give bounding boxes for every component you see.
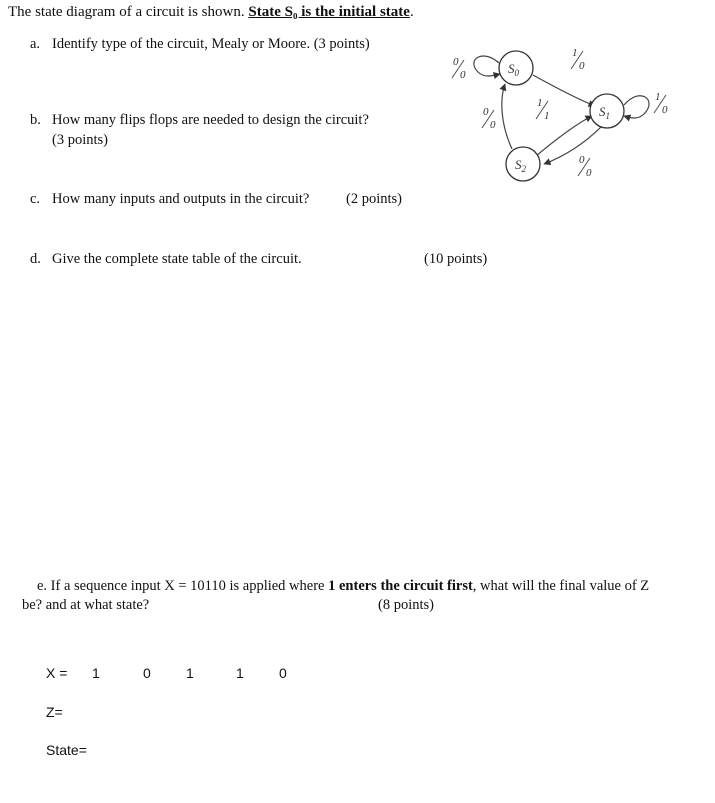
- question-a-text: Identify type of the circuit, Mealy or Moore. (3 points): [52, 36, 370, 52]
- x-value-4: 1: [236, 665, 244, 681]
- question-e-points: (8 points): [378, 597, 434, 613]
- state-diagram: [440, 38, 715, 188]
- question-a-label: a.: [30, 36, 41, 52]
- label-s2-to-s1: [536, 97, 550, 122]
- svg-text:1: 1: [544, 110, 550, 122]
- x-value-1: 1: [92, 665, 100, 681]
- state-label: State=: [46, 742, 87, 758]
- question-a: [30, 36, 370, 53]
- question-e-start: e. If a sequence input X = 10110 is applied where: [37, 578, 329, 594]
- title-initial-state: State S₀ is the initial state: [248, 4, 410, 20]
- s0-self-loop: [474, 56, 500, 76]
- question-c: [30, 191, 309, 208]
- svg-text:0: 0: [483, 106, 489, 118]
- arrow-s1-to-s2: [544, 126, 602, 164]
- arrow-s2-to-s1: [536, 116, 592, 156]
- question-b: [30, 112, 369, 129]
- question-c-label: c.: [30, 191, 41, 207]
- svg-text:1: 1: [537, 97, 543, 109]
- label-s2-to-s0: [482, 106, 496, 131]
- svg-text:0: 0: [586, 167, 592, 179]
- svg-text:0: 0: [490, 119, 496, 131]
- svg-text:0: 0: [662, 104, 668, 116]
- question-b-points: (3 points): [52, 132, 108, 148]
- s1-self-loop: [624, 96, 649, 118]
- svg-text:0: 0: [579, 154, 585, 166]
- title-suffix: .: [409, 4, 414, 20]
- question-d-points: (10 points): [424, 251, 488, 267]
- question-c-text: How many inputs and outputs in the circuit?: [52, 191, 310, 207]
- question-d-label: d.: [30, 251, 41, 267]
- svg-text:1: 1: [572, 47, 578, 59]
- label-s1-self: [654, 91, 668, 116]
- x-label: X =: [46, 665, 68, 681]
- state-s0: [499, 51, 533, 85]
- question-d: [30, 251, 302, 268]
- svg-text:S2: $S_2$: [515, 157, 526, 174]
- question-b-text: How many flips flops are needed to design the circuit?: [52, 112, 369, 128]
- problem-title: [8, 4, 414, 21]
- state-s1: [590, 94, 624, 128]
- svg-text:S0: $S_0$: [508, 61, 519, 78]
- svg-text:0: 0: [579, 60, 585, 72]
- svg-text:0: 0: [460, 69, 466, 81]
- state-s2: [506, 147, 540, 181]
- svg-text:S1: $S_1$: [599, 104, 610, 121]
- question-e-bold: 1 enters the circuit first: [328, 578, 473, 594]
- label-s0-to-s1: [571, 47, 585, 72]
- label-s1-to-s2: [578, 154, 592, 179]
- svg-text:1: 1: [655, 91, 661, 103]
- question-e-end: , what will the final value of Z: [472, 578, 650, 594]
- question-b-label: b.: [30, 112, 41, 128]
- z-label: Z=: [46, 704, 63, 720]
- x-value-3: 1: [186, 665, 194, 681]
- question-e-line1: [37, 578, 649, 595]
- question-e-line2: be? and at what state?: [22, 597, 150, 613]
- x-value-2: 0: [143, 665, 151, 681]
- question-d-text: Give the complete state table of the circuit.: [52, 251, 302, 267]
- svg-text:0: 0: [453, 56, 459, 68]
- label-s0-self: [452, 56, 466, 81]
- arrow-s2-to-s0: [502, 84, 512, 149]
- title-prefix: The state diagram of a circuit is shown.: [8, 4, 249, 20]
- question-c-points: (2 points): [346, 191, 402, 207]
- x-value-5: 0: [279, 665, 287, 681]
